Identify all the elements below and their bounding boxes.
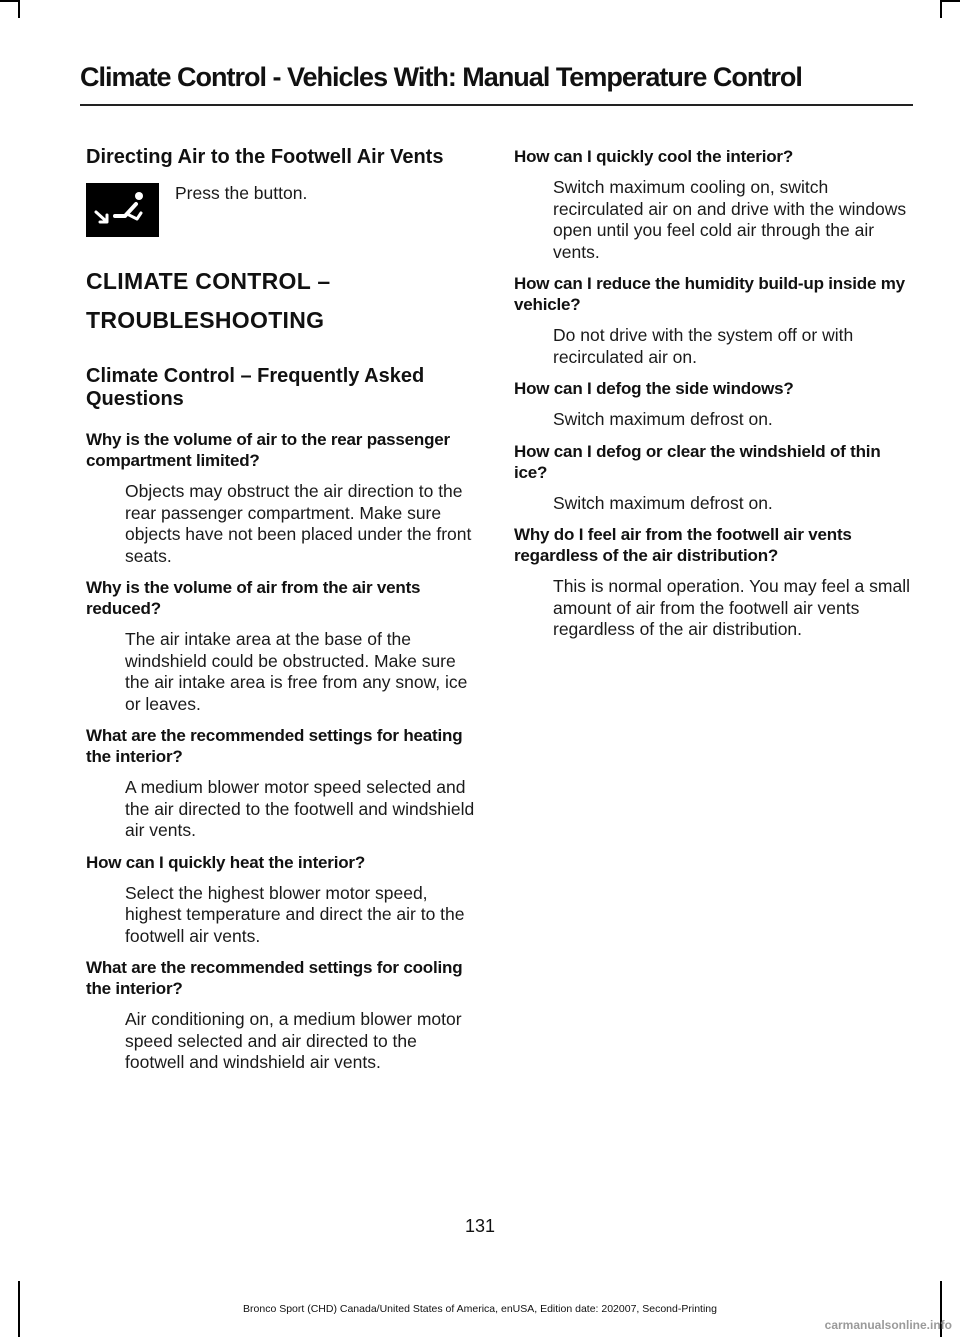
faq-question: How can I defog the side windows? <box>514 379 794 398</box>
faq-question: What are the recommended settings for heating the interior? <box>86 726 463 766</box>
footwell-vent-icon <box>86 183 159 237</box>
faq-answer: Do not drive with the system off or with recirculated air on. <box>553 325 854 367</box>
footwell-heading: Directing Air to the Footwell Air Vents <box>86 146 444 168</box>
press-button-text: Press the button. <box>175 183 308 203</box>
faq-question: Why is the volume of air to the rear passenger compartment limited? <box>86 430 450 470</box>
faq-heading: Climate Control – Frequently Asked Questions <box>86 365 425 410</box>
faq-question: How can I quickly cool the interior? <box>514 147 794 166</box>
page-header-title: Climate Control - Vehicles With: Manual Temperature Control <box>80 62 802 92</box>
faq-question: How can I reduce the humidity build-up inside my vehicle? <box>514 274 905 314</box>
page-number: 131 <box>464 1216 496 1236</box>
left-column <box>86 146 476 1074</box>
faq-question: Why is the volume of air from the air vents reduced? <box>86 578 421 618</box>
faq-question: What are the recommended settings for cooling the interior? <box>86 958 463 998</box>
crop-mark <box>0 0 18 2</box>
section-title: TROUBLESHOOTING <box>86 307 325 333</box>
faq-answer: Air conditioning on, a medium blower motor speed selected and air directed to the footwell and windshield air vents. <box>125 1009 462 1072</box>
right-column <box>514 146 914 641</box>
faq-answer: Switch maximum cooling on, switch recirculated air on and drive with the windows open until you feel cold air through the air vents. <box>553 177 907 262</box>
crop-mark <box>18 0 20 18</box>
crop-mark <box>940 0 942 18</box>
header-rule <box>80 104 913 106</box>
faq-answer: A medium blower motor speed selected and the air directed to the footwell and windshield air vents. <box>125 777 475 840</box>
faq-answer: The air intake area at the base of the windshield could be obstructed. Make sure the air intake area is free from any snow, ice or leaves. <box>125 629 468 714</box>
faq-answer: Select the highest blower motor speed, highest temperature and direct the air to the footwell air vents. <box>125 882 465 946</box>
footwell-instruction <box>86 183 476 257</box>
faq-answer: Switch maximum defrost on. <box>553 409 773 429</box>
edition-footer: Bronco Sport (CHD) Canada/United States of America, enUSA, Edition date: 202007, Second-Printing <box>243 1303 717 1315</box>
watermark: carmanualsonline.info <box>824 1318 952 1332</box>
crop-mark <box>942 0 960 2</box>
faq-question: How can I defog or clear the windshield of thin ice? <box>514 441 881 482</box>
faq-answer: Objects may obstruct the air direction to the rear passenger compartment. Make sure objects have not been placed under the front seats. <box>125 481 472 566</box>
faq-question: How can I quickly heat the interior? <box>86 852 366 872</box>
faq-answer: Switch maximum defrost on. <box>553 492 773 513</box>
faq-answer: This is normal operation. You may feel a small amount of air from the footwell air vents regardless of the air distribution. <box>553 576 910 639</box>
section-title: CLIMATE CONTROL – <box>86 268 331 294</box>
faq-question: Why do I feel air from the footwell air vents regardless of the air distribution? <box>514 525 852 565</box>
